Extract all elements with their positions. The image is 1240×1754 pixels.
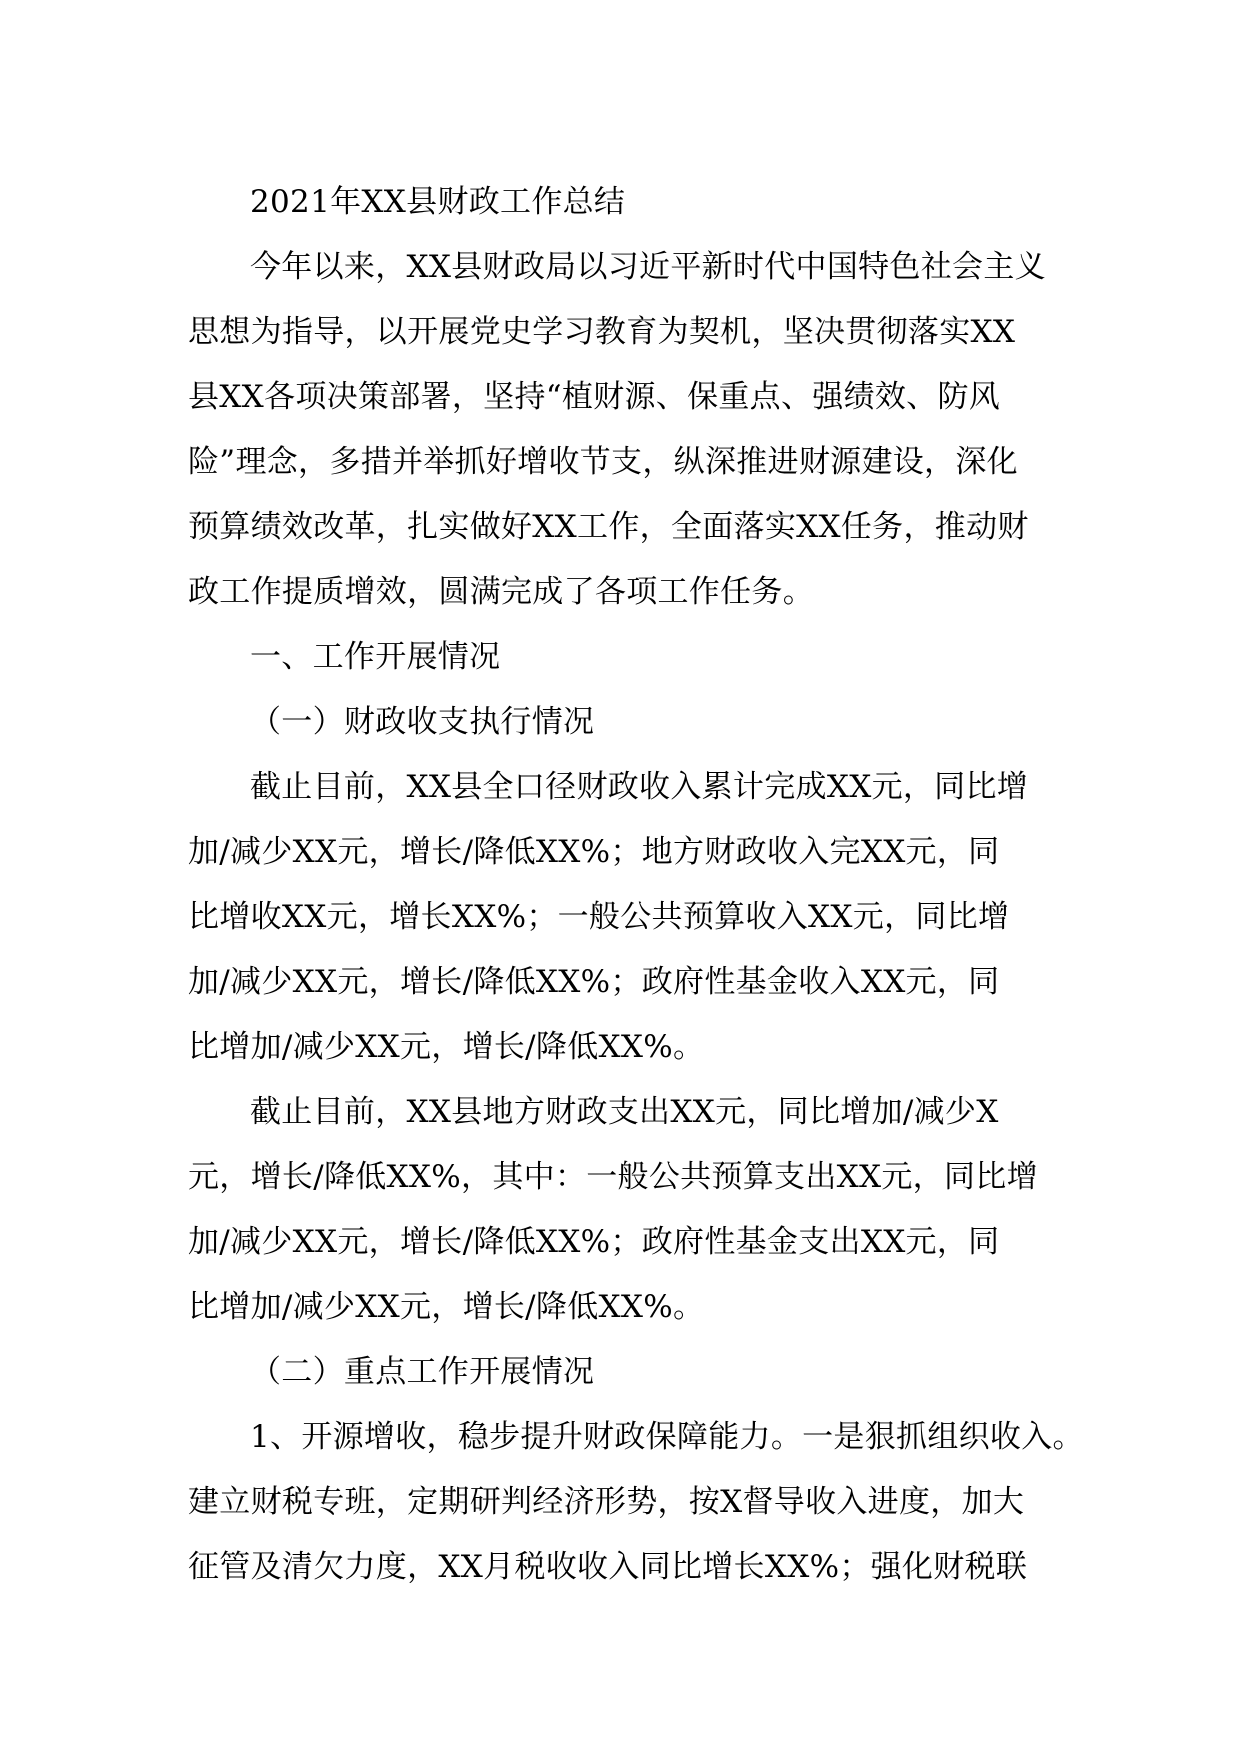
text-line: 今年以来，XX县财政局以习近平新时代中国特色社会主义 <box>250 249 1046 285</box>
text-line: 县XX各项决策部署，坚持“植财源、保重点、强绩效、防风 <box>188 379 1001 415</box>
text-line: 险”理念，多措并举抓好增收节支，纵深推进财源建设，深化 <box>188 444 1018 480</box>
text-line: 预算绩效改革，扎实做好XX工作，全面落实XX任务，推动财 <box>188 509 1029 545</box>
text-line: 1、开源增收，稳步提升财政保障能力。一是狠抓组织收入。 <box>250 1419 1084 1455</box>
text-line: （二）重点工作开展情况 <box>250 1354 595 1390</box>
text-line: 截止目前，XX县全口径财政收入累计完成XX元，同比增 <box>250 769 1029 805</box>
document-body <box>188 235 1084 1600</box>
text-line: 比增收XX元，增长XX%；一般公共预算收入XX元，同比增 <box>188 899 1010 935</box>
text-line: 建立财税专班，定期研判经济形势，按X督导收入进度，加大 <box>188 1484 1025 1520</box>
text-line: 政工作提质增效，圆满完成了各项工作任务。 <box>188 574 814 610</box>
text-line: 一、工作开展情况 <box>250 639 501 675</box>
text-line: 思想为指导，以开展党史学习教育为契机，坚决贯彻落实XX <box>188 314 1016 350</box>
text-line: （一）财政收支执行情况 <box>250 704 595 740</box>
text-line: 截止目前，XX县地方财政支出XX元，同比增加/减少X <box>250 1094 999 1130</box>
text-line: 征管及清欠力度，XX月税收收入同比增长XX%；强化财税联 <box>188 1549 1028 1585</box>
text-line: 比增加/减少XX元，增长/降低XX%。 <box>188 1289 705 1325</box>
text-line: 加/减少XX元，增长/降低XX%；地方财政收入完XX元，同 <box>188 834 1000 870</box>
text-line: 加/减少XX元，增长/降低XX%；政府性基金支出XX元，同 <box>188 1224 1000 1260</box>
text-line: 加/减少XX元，增长/降低XX%；政府性基金收入XX元，同 <box>188 964 1000 1000</box>
document-page <box>188 170 1084 1600</box>
text-line: 元，增长/降低XX%，其中：一般公共预算支出XX元，同比增 <box>188 1159 1038 1195</box>
text-line: 比增加/减少XX元，增长/降低XX%。 <box>188 1029 705 1065</box>
document-title: 2021年XX县财政工作总结 <box>250 184 626 220</box>
